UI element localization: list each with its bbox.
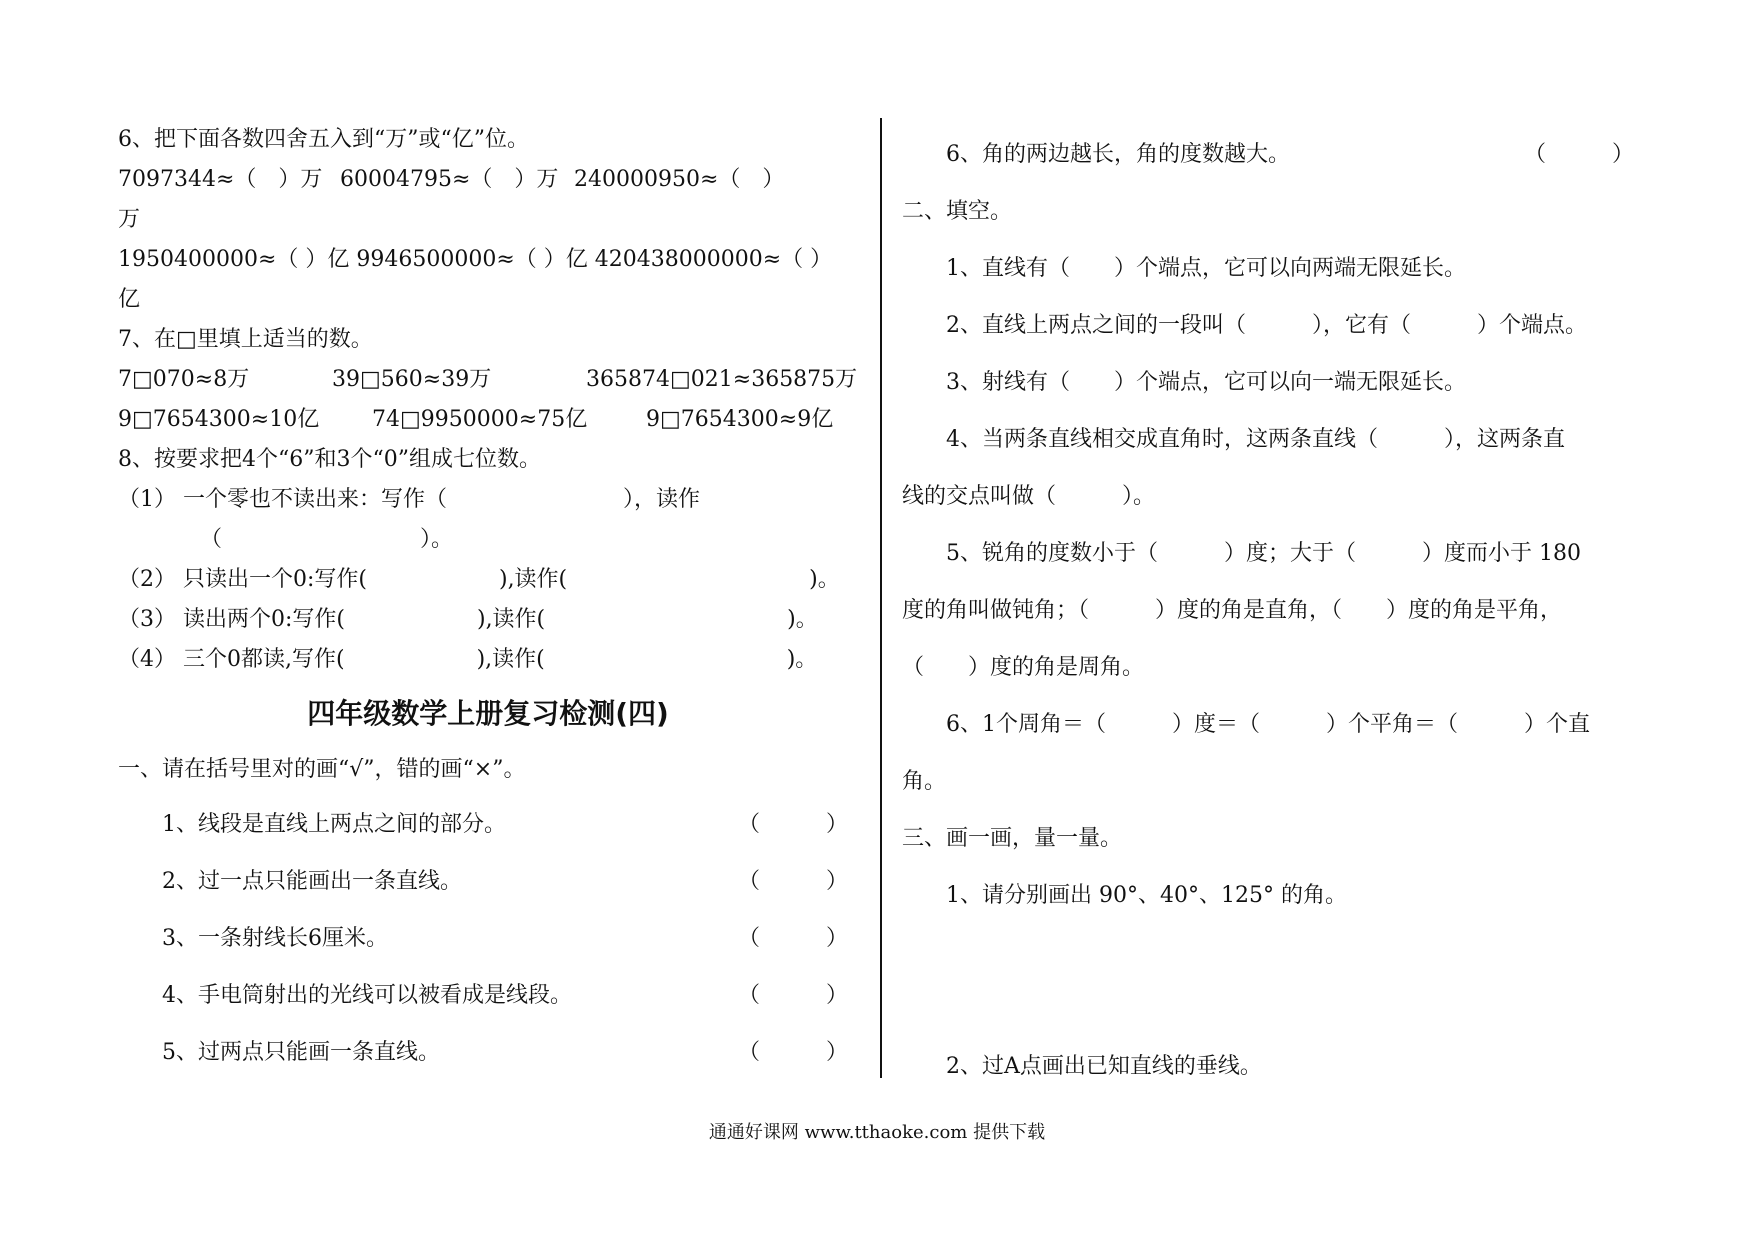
fill-item-2: 2、直线上两点之间的一段叫（ ），它有（ ）个端点。 — [946, 313, 1587, 338]
section-2-heading: 二、填空。 — [902, 199, 1013, 224]
fill-item-4-wrap: 线的交点叫做（ ）。 — [902, 484, 1156, 509]
judge-item — [118, 910, 858, 967]
fill-item-6: 6、1个周角＝（ ）度＝（ ）个平角＝（ ）个直 — [946, 712, 1590, 737]
q6-row1-item: 60004795≈（ ）万 — [340, 167, 559, 192]
judge-item-text: 5、过两点只能画一条直线。 — [162, 1040, 440, 1065]
q7-row1-item: 39□560≈39万 — [332, 367, 492, 392]
fill-item-5-wrap: （ ）度的角是周角。 — [902, 655, 1145, 680]
fill-item-6-wrap: 角。 — [902, 769, 947, 794]
judge-item — [118, 1024, 858, 1081]
fill-item-4: 4、当两条直线相交成直角时，这两条直线（ ），这两条直 — [946, 427, 1565, 452]
right-column — [902, 120, 1644, 1095]
q6-row1-wrap: 万 — [118, 207, 141, 232]
judge-item — [118, 796, 858, 853]
answer-blank[interactable]: （ ） — [1524, 142, 1635, 167]
q8-title: 8、按要求把4个“6”和3个“0”组成七位数。 — [118, 447, 541, 472]
fill-item-5-wrap: 度的角叫做钝角；（ ）度的角是直角，（ ）度的角是平角， — [902, 598, 1563, 623]
answer-blank[interactable]: （ ） — [738, 926, 849, 951]
q7-row1 — [118, 360, 858, 400]
judge-item-6 — [902, 126, 1644, 183]
answer-blank[interactable]: （ ） — [738, 869, 849, 894]
judge-item-text: 2、过一点只能画出一条直线。 — [162, 869, 462, 894]
q7-row2-item: 9□7654300≈9亿 — [646, 407, 834, 432]
answer-blank[interactable]: （ ） — [738, 983, 849, 1008]
judge-item — [118, 853, 858, 910]
q6-title: 6、把下面各数四舍五入到“万”或“亿”位。 — [118, 127, 529, 152]
section-3-heading: 三、画一画，量一量。 — [902, 826, 1123, 851]
page-title: 四年级数学上册复习检测(四) — [307, 697, 669, 730]
q7-row2 — [118, 400, 858, 440]
q7-row1-item: 365874□021≈365875万 — [586, 367, 858, 392]
drawing-area[interactable] — [902, 924, 1644, 1038]
q7-row1-item: 7□070≈8万 — [118, 367, 250, 392]
q6-row1-item: 240000950≈（ ） — [574, 167, 785, 192]
q8-item-1: （1） 一个零也不读出来：写作（ ），读作 — [118, 487, 700, 512]
q8-item-2: （2） 只读出一个0:写作( ),读作( )。 — [118, 567, 840, 592]
answer-blank[interactable]: （ ） — [738, 1040, 849, 1065]
fill-item-3: 3、射线有（ ）个端点，它可以向一端无限延长。 — [946, 370, 1466, 395]
left-column — [118, 120, 858, 1081]
q7-title: 7、在□里填上适当的数。 — [118, 327, 373, 352]
q6-row1-item: 7097344≈（ ）万 — [118, 167, 323, 192]
q6-row2: 1950400000≈（ ）亿 9946500000≈（ ）亿 420438000000≈（ ） — [118, 247, 833, 272]
judge-item — [118, 967, 858, 1024]
q7-row2-item: 74□9950000≈75亿 — [372, 407, 588, 432]
draw-item-1: 1、请分别画出 90°、40°、125° 的角。 — [946, 883, 1347, 908]
fill-item-5: 5、锐角的度数小于（ ）度；大于（ ）度而小于 180 — [946, 541, 1581, 566]
q7-row2-item: 9□7654300≈10亿 — [118, 407, 320, 432]
judge-item-text: 4、手电筒射出的光线可以被看成是线段。 — [162, 983, 572, 1008]
q8-item-1-wrap: （ ）。 — [200, 527, 454, 552]
q6-row2-wrap: 亿 — [118, 287, 141, 312]
column-divider — [880, 118, 882, 1078]
judge-item-text: 1、线段是直线上两点之间的部分。 — [162, 812, 506, 837]
q8-item-4: （4） 三个0都读,写作( ),读作( )。 — [118, 647, 818, 672]
judge-item-text: 6、角的两边越长，角的度数越大。 — [946, 142, 1290, 167]
draw-item-2: 2、过A点画出已知直线的垂线。 — [946, 1054, 1262, 1079]
answer-blank[interactable]: （ ） — [738, 812, 849, 837]
section-1-heading: 一、请在括号里对的画“√”，错的画“×”。 — [118, 757, 526, 782]
footer-credit: 通通好课网 www.tthaoke.com 提供下载 — [708, 1122, 1046, 1143]
q6-row1 — [118, 160, 858, 200]
q8-item-3: （3） 读出两个0:写作( ),读作( )。 — [118, 607, 818, 632]
judge-item-text: 3、一条射线长6厘米。 — [162, 926, 388, 951]
fill-item-1: 1、直线有（ ）个端点，它可以向两端无限延长。 — [946, 256, 1466, 281]
